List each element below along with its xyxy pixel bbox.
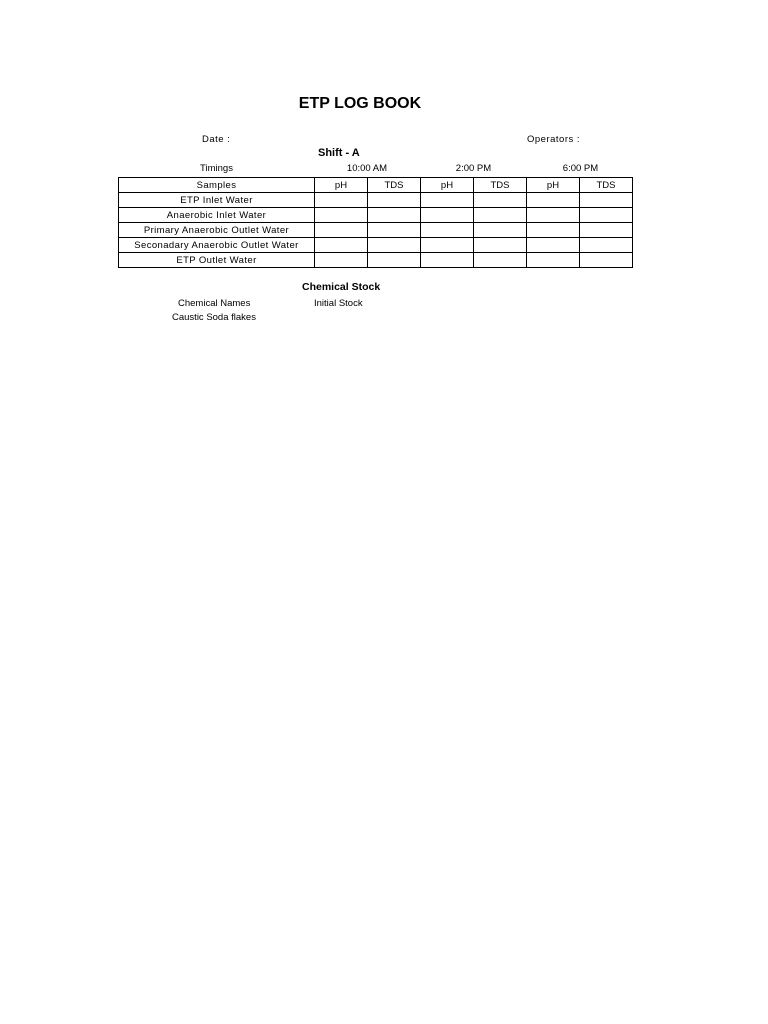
cell-input[interactable] <box>421 193 474 208</box>
cell-input[interactable] <box>580 193 633 208</box>
cell-input[interactable] <box>527 253 580 268</box>
header-samples: Samples <box>119 178 315 193</box>
cell-input[interactable] <box>527 193 580 208</box>
cell-input[interactable] <box>368 193 421 208</box>
timing-slot-2: 2:00 PM <box>455 163 492 174</box>
cell-input[interactable] <box>315 223 368 238</box>
table-row <box>119 193 633 208</box>
cell-input[interactable] <box>421 208 474 223</box>
cell-input[interactable] <box>315 253 368 268</box>
cell-input[interactable] <box>580 253 633 268</box>
header-tds-3: TDS <box>580 178 633 193</box>
chemical-names-header: Chemical Names <box>178 298 251 309</box>
cell-input[interactable] <box>368 223 421 238</box>
chemical-item: Caustic Soda flakes <box>172 312 256 323</box>
cell-input[interactable] <box>421 223 474 238</box>
cell-input[interactable] <box>474 193 527 208</box>
page-title: ETP LOG BOOK <box>298 95 422 112</box>
operators-label: Operators : <box>527 134 581 145</box>
cell-input[interactable] <box>474 253 527 268</box>
initial-stock-header: Initial Stock <box>314 298 363 309</box>
sample-name: Anaerobic Inlet Water <box>119 208 315 223</box>
cell-input[interactable] <box>474 223 527 238</box>
cell-input[interactable] <box>421 238 474 253</box>
cell-input[interactable] <box>421 253 474 268</box>
timing-slot-3: 6:00 PM <box>562 163 599 174</box>
header-ph-1: pH <box>315 178 368 193</box>
timings-label: Timings <box>200 163 233 174</box>
sample-name: ETP Inlet Water <box>119 193 315 208</box>
sample-name: ETP Outlet Water <box>119 253 315 268</box>
cell-input[interactable] <box>527 208 580 223</box>
chemical-stock-title: Chemical Stock <box>302 281 381 293</box>
timing-slot-1: 10:00 AM <box>346 163 388 174</box>
cell-input[interactable] <box>368 238 421 253</box>
header-tds-1: TDS <box>368 178 421 193</box>
table-header-row <box>119 178 633 193</box>
header-tds-2: TDS <box>474 178 527 193</box>
cell-input[interactable] <box>474 238 527 253</box>
cell-input[interactable] <box>527 238 580 253</box>
sample-name: Seconadary Anaerobic Outlet Water <box>119 238 315 253</box>
cell-input[interactable] <box>580 208 633 223</box>
shift-label: Shift - A <box>318 147 360 159</box>
cell-input[interactable] <box>315 193 368 208</box>
cell-input[interactable] <box>474 208 527 223</box>
cell-input[interactable] <box>368 208 421 223</box>
cell-input[interactable] <box>315 238 368 253</box>
date-label: Date : <box>202 134 231 145</box>
cell-input[interactable] <box>368 253 421 268</box>
cell-input[interactable] <box>580 238 633 253</box>
table-row <box>119 223 633 238</box>
cell-input[interactable] <box>527 223 580 238</box>
header-ph-2: pH <box>421 178 474 193</box>
header-ph-3: pH <box>527 178 580 193</box>
table-row <box>119 253 633 268</box>
table-row <box>119 238 633 253</box>
cell-input[interactable] <box>315 208 368 223</box>
sample-name: Primary Anaerobic Outlet Water <box>119 223 315 238</box>
samples-table <box>118 177 633 268</box>
table-row <box>119 208 633 223</box>
cell-input[interactable] <box>580 223 633 238</box>
